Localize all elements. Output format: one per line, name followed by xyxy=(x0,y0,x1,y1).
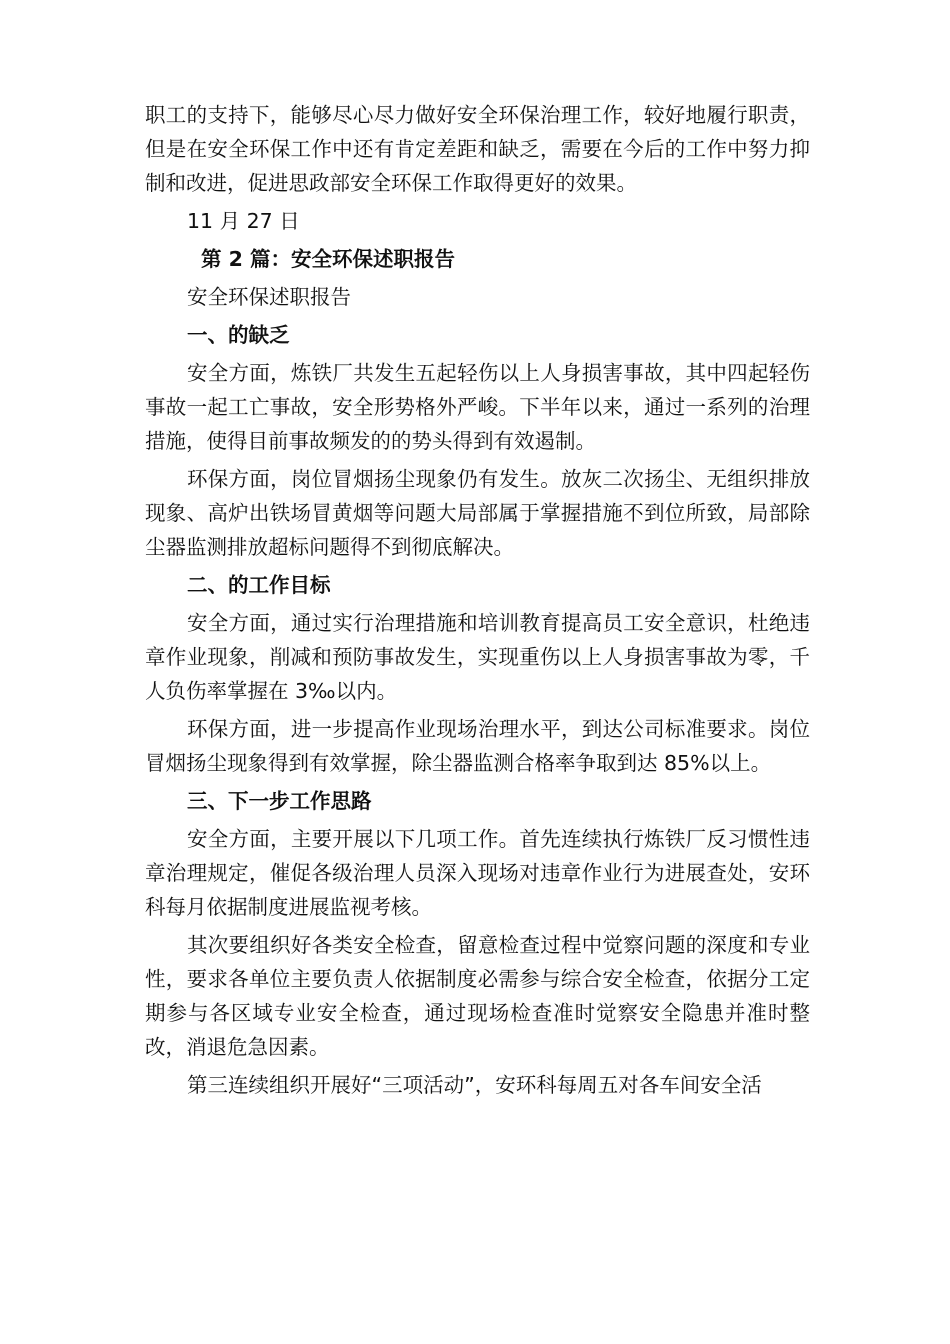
section-1-paragraph-safety: 安全方面，炼铁厂共发生五起轻伤以上人身损害事故，其中四起轻伤事故一起工亡事故，安全形势格外严峻。下半年以来，通过一系列的治理措施，使得目前事故频发的的势头得到有效遏制。 xyxy=(145,361,810,453)
section-3-paragraph-inspection: 其次要组织好各类安全检查，留意检查过程中觉察问题的深度和专业性，要求各单位主要负责人依据制度必需参与综合安全检查，依据分工定期参与各区域专业安全检查，通过现场检查准时觉察安全隐患并准时整改，消退危急因素。 xyxy=(145,933,810,1059)
report-date: 11 月 27 日 xyxy=(187,209,300,233)
paragraph-continued: 职工的支持下，能够尽心尽力做好安全环保治理工作，较好地履行职责，但是在安全环保工作中还有肯定差距和缺乏，需要在今后的工作中努力抑制和改进，促进思政部安全环保工作取得更好的效果。 xyxy=(145,103,810,195)
section-heading-next-steps: 三、下一步工作思路 xyxy=(187,789,372,813)
article-title: 第 2 篇：安全环保述职报告 xyxy=(201,247,456,271)
section-1-paragraph-environment: 环保方面，岗位冒烟扬尘现象仍有发生。放灰二次扬尘、无组织排放现象、高炉出铁场冒黄烟等问题大局部属于掌握措施不到位所致，局部除尘器监测排放超标问题得不到彻底解决。 xyxy=(145,467,810,559)
report-subtitle: 安全环保述职报告 xyxy=(187,285,351,309)
section-heading-shortcomings: 一、的缺乏 xyxy=(187,323,290,347)
section-2-paragraph-environment: 环保方面，进一步提高作业现场治理水平，到达公司标准要求。岗位冒烟扬尘现象得到有效掌握，除尘器监测合格率争取到达 85%以上。 xyxy=(145,717,810,775)
section-3-paragraph-activities: 第三连续组织开展好“三项活动”，安环科每周五对各车间安全活 xyxy=(187,1073,762,1097)
document-body xyxy=(145,98,810,1106)
section-3-paragraph-safety: 安全方面，主要开展以下几项工作。首先连续执行炼铁厂反习惯性违章治理规定，催促各级治理人员深入现场对违章作业行为进展查处，安环科每月依据制度进展监视考核。 xyxy=(145,827,810,919)
section-2-paragraph-safety: 安全方面，通过实行治理措施和培训教育提高员工安全意识，杜绝违章作业现象，削减和预防事故发生，实现重伤以上人身损害事故为零，千人负伤率掌握在 3‰以内。 xyxy=(145,611,810,703)
section-heading-goals: 二、的工作目标 xyxy=(187,573,331,597)
